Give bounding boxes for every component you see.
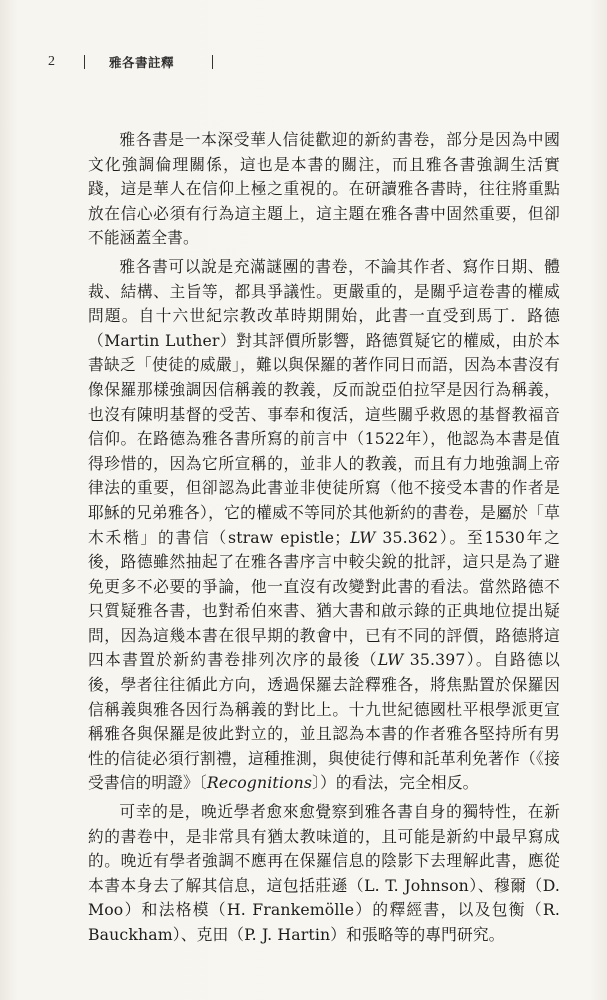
- lw-citation-2: LW: [377, 650, 404, 670]
- paragraph-luther-part-2: 35.362）。至1530年之後，路德雖然抽起了在雅各書序言中較尖銳的批評，這只是為了避免更多不必要的爭論，他一直沒有改變對此書的看法。當然路德不只質疑雅各書，也對希伯來書、猶大書和啟示錄的正典地位提出疑問，因為這幾本書在很早期的教會中，已有不同的評價，路德將這四本書置於新約書卷排列次序的最後（: [88, 527, 560, 670]
- main-text: [88, 128, 560, 952]
- running-header: [48, 52, 213, 72]
- book-title: 雅各書註釋: [109, 55, 175, 70]
- lw-citation-1: LW: [350, 527, 376, 547]
- paragraph-intro: 雅各書是一本深受華人信徒歡迎的新約書卷，部分是因為中國文化強調倫理關係，這也是本書的關注，而且雅各書強調生活實踐，這是華人在信仰上極之重視的。在研讀雅各書時，往往將重點放在信心必須有行為這主題上，這主題在雅各書中固然重要，但卻不能涵蓋全書。: [88, 130, 560, 248]
- page-number: 2: [48, 54, 55, 69]
- recognitions-title: Recognitions: [206, 773, 313, 793]
- paragraph-luther: [88, 255, 560, 796]
- paragraph-luther-part-3: 35.397）。自路德以後，學者往往循此方向，透過保羅去詮釋雅各，將焦點置於保羅因信稱義與雅各因行為稱義的對比上。十九世紀德國杜平根學派更宣稱雅各與保羅是彼此對立的，並且認為本書的作者雅各堅持所有男性的信徒必須行割禮，這種推測，與使徒行傳和託革利免著作（《接受書信的明證》〔: [88, 650, 560, 793]
- paragraph-recent-scholarship: 可幸的是，晚近學者愈來愈覺察到雅各書自身的獨特性，在新約的書卷中，是非常具有猶太教味道的，且可能是新約中最早寫成的。晚近有學者強調不應再在保羅信息的陰影下去理解此書，應從本書本身去了解其信息，這包括莊遜（L. T. Johnson）、穆爾（D. Moo）和法格模（H. Frankemölle）的釋經書，以及包衡（R. Bauckham）、克田（P. J. Hartin）和張略等的專門研究。: [88, 802, 560, 944]
- header-divider-left: [84, 55, 85, 69]
- header-divider-right: [212, 55, 213, 69]
- paragraph-luther-part-1: 雅各書可以說是充滿謎團的書卷，不論其作者、寫作日期、體裁、結構、主旨等，都具爭議性。更嚴重的，是關乎這卷書的權威問題。自十六世紀宗教改革時期開始，此書一直受到馬丁．路德（Martin Luther）對其評價所影響，路德質疑它的權威，由於本書缺乏「使徒的威嚴」，難以與保羅的著作同日而語，因為本書沒有像保羅那樣強調因信稱義的教義，反而說亞伯拉罕是因行為稱義，也沒有陳明基督的受苦、事奉和復活，這些關乎救恩的基督教福音信仰。在路德為雅各書所寫的前言中（1522年），他認為本書是值得珍惜的，因為它所宣稱的，並非人的教義，而且有力地強調上帝律法的重要，但卻認為此書並非使徒所寫（他不接受本書的作者是耶穌的兄弟雅各），它的權威不等同於其他新約的書卷，是屬於「草木禾楷」的書信（straw epistle；: [88, 256, 560, 547]
- paragraph-luther-part-4: 〕）的看法，完全相反。: [312, 773, 479, 793]
